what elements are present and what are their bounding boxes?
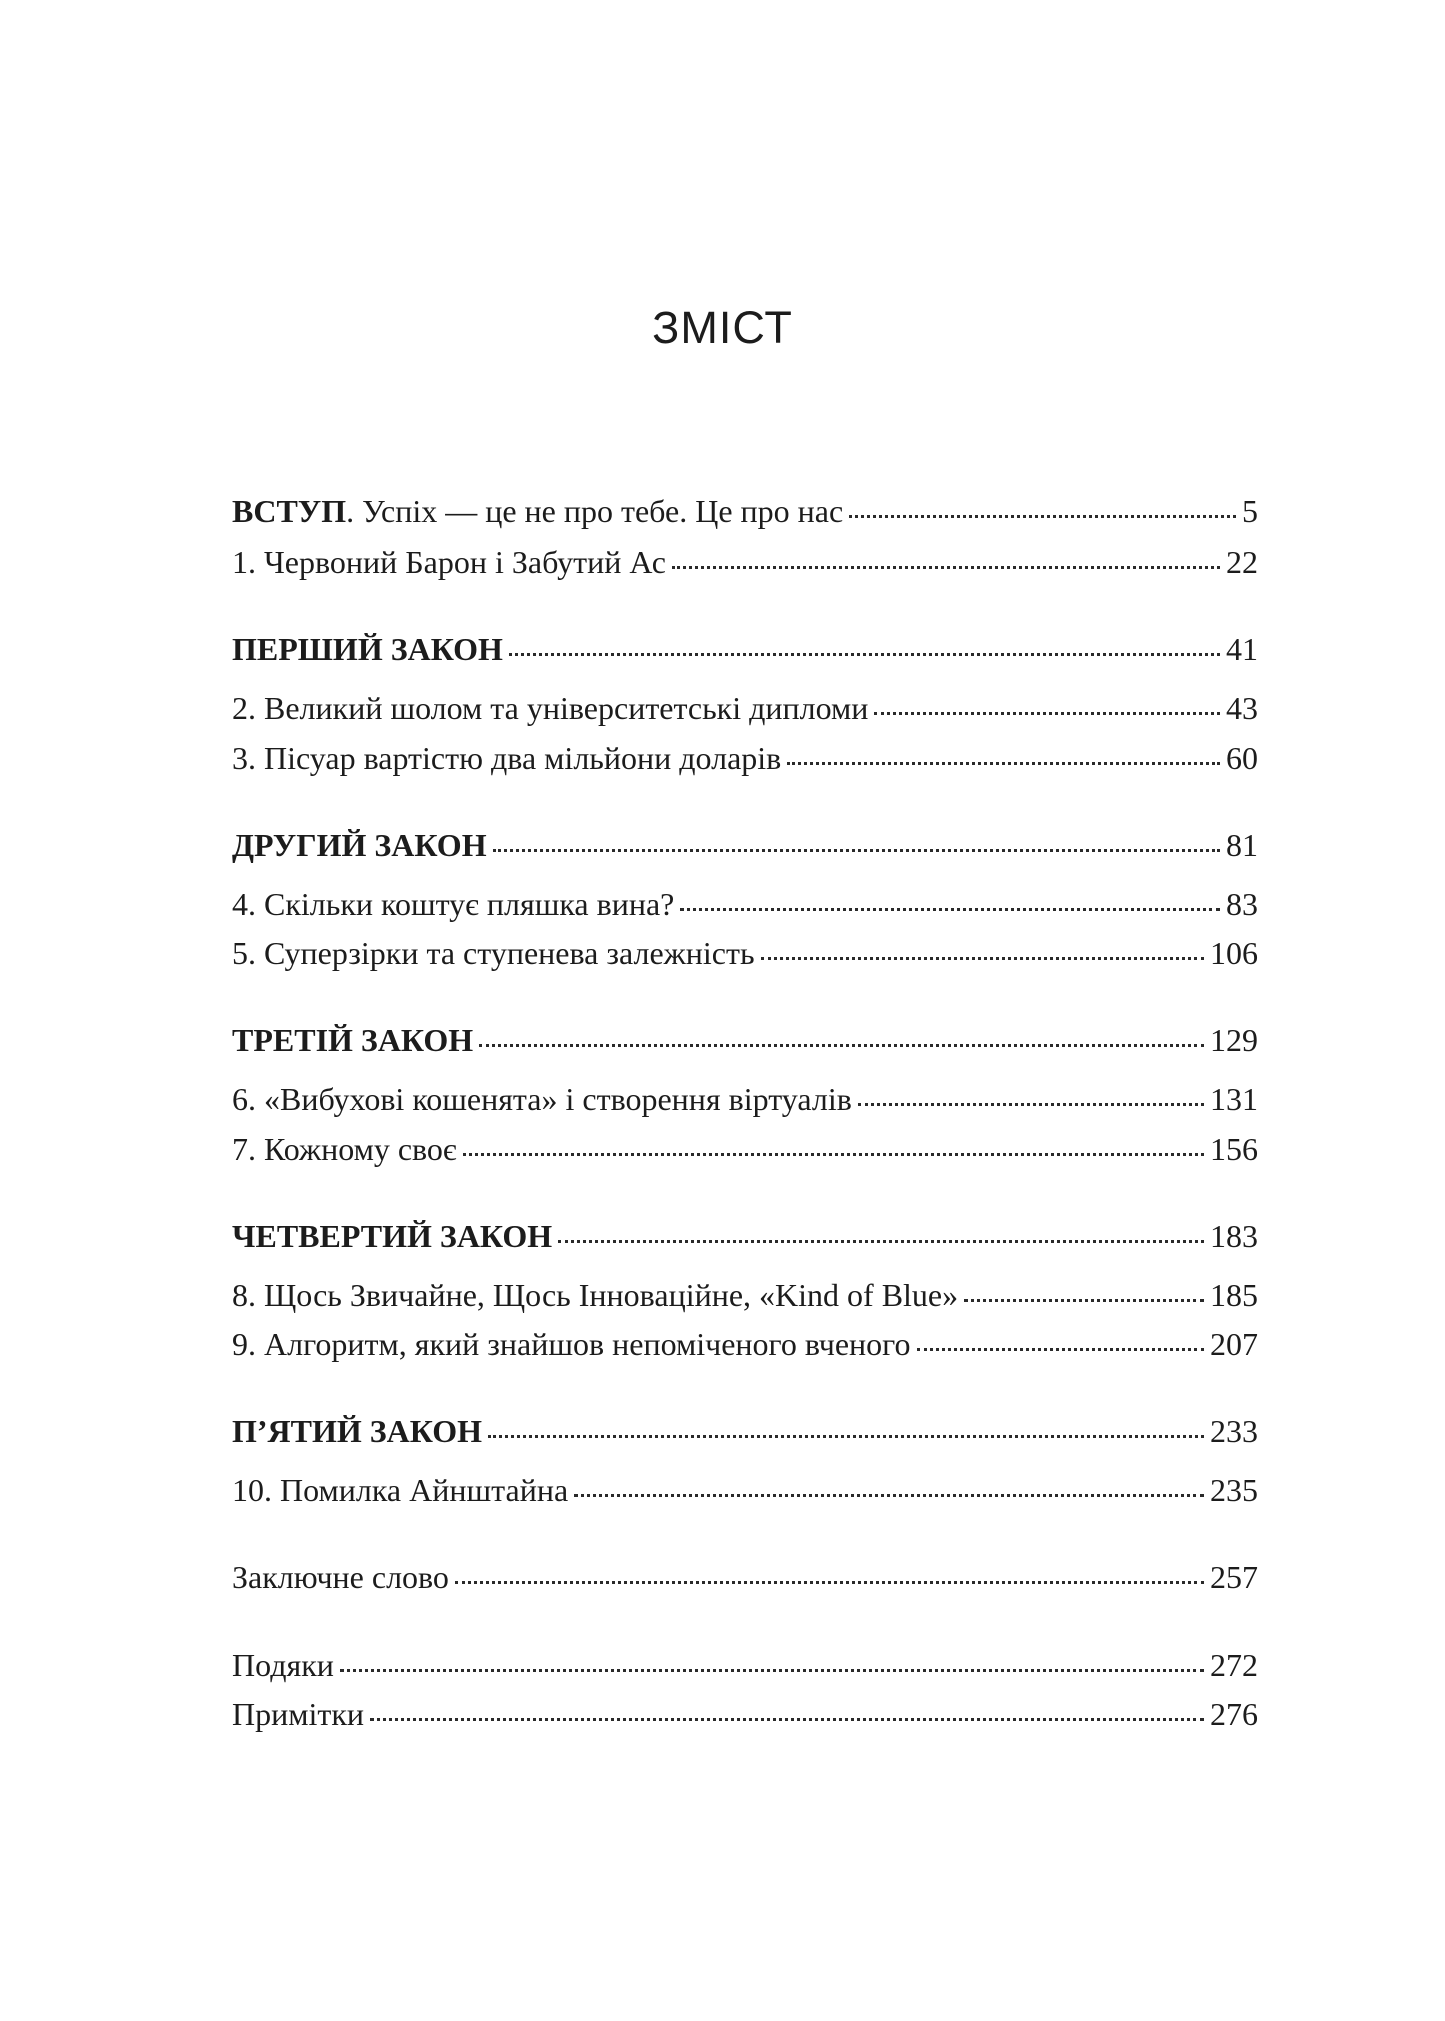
toc-entry-title: [232, 822, 487, 868]
toc-entry-label: 5. Суперзірки та ступенева залежність: [232, 935, 755, 971]
toc-entry-label: 10. Помилка Айнштайна: [232, 1472, 569, 1508]
dot-leader: [964, 1297, 1204, 1302]
dot-leader: [849, 513, 1236, 518]
toc-entry-notes[interactable]: [232, 1691, 1258, 1737]
toc-page-number: 185: [1210, 1277, 1258, 1313]
toc-entry-label: 3. Пісуар вартістю два мільйони доларів: [232, 740, 782, 776]
toc-page-number: 5: [1242, 493, 1258, 529]
toc-entry-bold-label: ЧЕТВЕРТИЙ ЗАКОН: [232, 1218, 553, 1254]
toc-page-number: 183: [1210, 1218, 1258, 1254]
toc-entry-title: [232, 1408, 482, 1454]
toc-entry-title: [232, 1554, 449, 1600]
toc-entry-intro[interactable]: [232, 488, 1258, 534]
toc-entry-bold-label: ТРЕТІЙ ЗАКОН: [232, 1022, 474, 1058]
toc-page-number: 257: [1210, 1559, 1258, 1595]
toc-entry-label: 9. Алгоритм, який знайшов непоміченого вченого: [232, 1326, 911, 1362]
toc-entry-acknowledgments[interactable]: [232, 1642, 1258, 1688]
toc-entry-law-2[interactable]: [232, 822, 1258, 868]
dot-leader: [858, 1101, 1204, 1106]
toc-entry-label: Подяки: [232, 1647, 334, 1683]
toc-entry-title: [232, 1126, 457, 1172]
toc-entry-bold-label: ДРУГИЙ ЗАКОН: [232, 827, 487, 863]
toc-entry-chapter-4[interactable]: [232, 881, 1258, 927]
toc-entry-title: [232, 1076, 852, 1122]
toc-entry-title: [232, 488, 843, 534]
toc-entry-title: [232, 539, 666, 585]
toc-entry-afterword[interactable]: [232, 1554, 1258, 1600]
toc-entry-label: 4. Скільки коштує пляшка вина?: [232, 886, 675, 922]
toc-entry-title: [232, 1321, 911, 1367]
dot-leader: [463, 1151, 1204, 1156]
toc-page-number: 207: [1210, 1326, 1258, 1362]
toc-entry-law-3[interactable]: [232, 1017, 1258, 1063]
toc-entry-chapter-7[interactable]: [232, 1126, 1258, 1172]
dot-leader: [874, 710, 1220, 715]
dot-leader: [761, 955, 1204, 960]
toc-entry-label: 7. Кожному своє: [232, 1131, 457, 1167]
toc-entry-chapter-3[interactable]: [232, 735, 1258, 781]
dot-leader: [558, 1238, 1204, 1243]
toc-entry-law-4[interactable]: [232, 1213, 1258, 1259]
toc-page-number: 156: [1210, 1131, 1258, 1167]
dot-leader: [479, 1042, 1204, 1047]
toc-entry-label: . Успіх — це не про тебе. Це про нас: [346, 493, 844, 529]
toc-page-number: 235: [1210, 1472, 1258, 1508]
toc-entry-title: [232, 626, 503, 672]
toc-entry-title: [232, 881, 674, 927]
toc-entry-label: 8. Щось Звичайне, Щось Інноваційне, «Kind of Blue»: [232, 1277, 959, 1313]
toc-entry-chapter-10[interactable]: [232, 1467, 1258, 1513]
dot-leader: [917, 1346, 1205, 1351]
toc-page-number: 43: [1226, 690, 1258, 726]
toc-entry-label: 2. Великий шолом та університетські дипломи: [232, 690, 869, 726]
dot-leader: [574, 1492, 1204, 1497]
dot-leader: [370, 1716, 1204, 1721]
toc-page-number: 41: [1226, 631, 1258, 667]
dot-leader: [488, 1433, 1204, 1438]
dot-leader: [340, 1667, 1204, 1672]
toc-entry-title: [232, 930, 755, 976]
toc-entry-title: [232, 1691, 364, 1737]
toc-page-number: 60: [1226, 740, 1258, 776]
toc-entry-title: [232, 1213, 552, 1259]
dot-leader: [455, 1579, 1204, 1584]
toc-entry-title: [232, 1467, 568, 1513]
toc-entry-title: [232, 1642, 334, 1688]
toc-entry-title: [232, 735, 781, 781]
toc-page-number: 276: [1210, 1696, 1258, 1732]
toc-page-number: 22: [1226, 544, 1258, 580]
toc-entry-chapter-6[interactable]: [232, 1076, 1258, 1122]
toc-page-number: 272: [1210, 1647, 1258, 1683]
toc-entry-label: Заключне слово: [232, 1559, 449, 1595]
toc-entry-title: [232, 1272, 958, 1318]
toc-entry-label: Примітки: [232, 1696, 365, 1732]
toc-entry-label: 6. «Вибухові кошенята» і створення віртуалів: [232, 1081, 852, 1117]
toc-page-number: 131: [1210, 1081, 1258, 1117]
toc-entry-title: [232, 1017, 473, 1063]
dot-leader: [509, 651, 1220, 656]
toc-entry-label: 1. Червоний Барон і Забутий Ас: [232, 544, 666, 580]
dot-leader: [493, 847, 1220, 852]
toc-entry-chapter-8[interactable]: [232, 1272, 1258, 1318]
toc-page-number: 233: [1210, 1413, 1258, 1449]
toc-entry-chapter-9[interactable]: [232, 1321, 1258, 1367]
toc-page-number: 106: [1210, 935, 1258, 971]
toc-page-number: 81: [1226, 827, 1258, 863]
toc-entry-chapter-2[interactable]: [232, 685, 1258, 731]
toc-entry-chapter-5[interactable]: [232, 930, 1258, 976]
dot-leader: [787, 760, 1220, 765]
toc-entry-chapter-1[interactable]: [232, 539, 1258, 585]
toc-entry-bold-label: ПЕРШИЙ ЗАКОН: [232, 631, 503, 667]
page-title: ЗМІСТ: [652, 302, 793, 353]
dot-leader: [672, 564, 1220, 569]
toc-entry-title: [232, 685, 868, 731]
toc-entry-law-1[interactable]: [232, 626, 1258, 672]
toc-page-number: 129: [1210, 1022, 1258, 1058]
toc-entry-law-5[interactable]: [232, 1408, 1258, 1454]
toc-page-number: 83: [1226, 886, 1258, 922]
toc-entry-bold-label: ВСТУП: [232, 493, 347, 529]
dot-leader: [680, 906, 1220, 911]
toc-entry-bold-label: П’ЯТИЙ ЗАКОН: [232, 1413, 482, 1449]
